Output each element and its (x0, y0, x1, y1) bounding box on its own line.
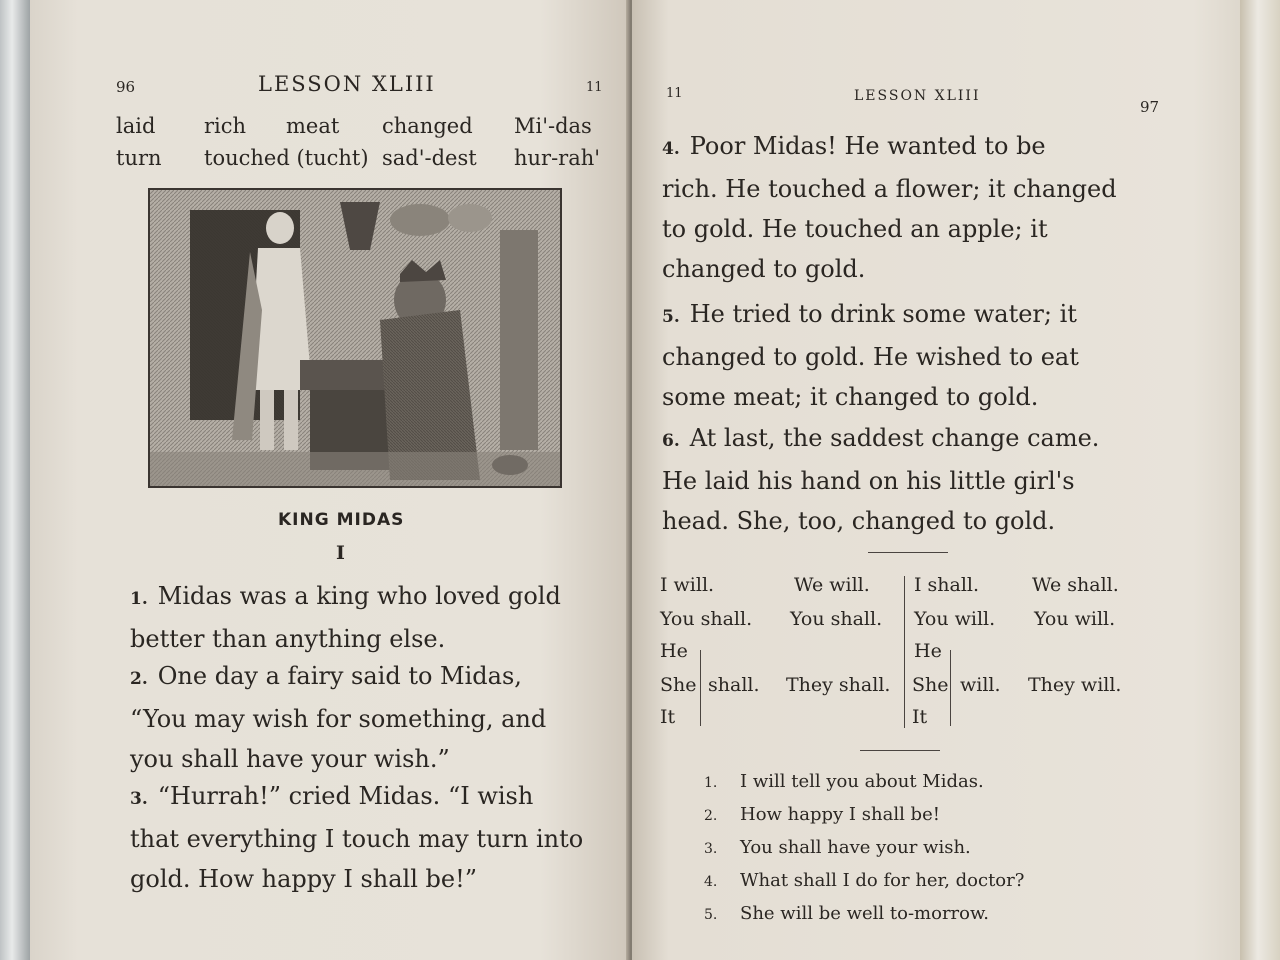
exercise-list (704, 766, 1024, 931)
right-page (632, 0, 1242, 960)
paragraph-line: rich. He touched a flower; it changed (662, 175, 1117, 203)
conj-cell: You will. (1034, 608, 1116, 630)
exercise-number: 3. (704, 841, 718, 857)
exercise-item (704, 898, 1024, 931)
paragraph-line: “Hurrah!” cried Midas. “I wish (157, 782, 534, 810)
paragraph-line: better than anything else. (130, 625, 446, 653)
brace-right (950, 650, 951, 726)
conj-cell: We will. (794, 574, 870, 596)
section-divider (868, 552, 948, 553)
illustration-caption: KING MIDAS (278, 510, 405, 530)
page-number: 97 (1140, 98, 1160, 116)
exercise-number: 5. (704, 907, 718, 923)
paragraph-line: some meat; it changed to gold. (662, 383, 1039, 411)
table-column-divider (904, 576, 905, 728)
paragraph-line: Poor Midas! He wanted to be (689, 132, 1046, 160)
paragraph-line: to gold. He touched an apple; it (662, 215, 1048, 243)
paragraph-line: Midas was a king who loved gold (157, 582, 561, 610)
conj-cell: You will. (914, 608, 996, 630)
page-number: 96 (116, 78, 136, 96)
paragraph-line: He laid his hand on his little girl's (662, 467, 1075, 495)
paragraph-line: that everything I touch may turn into (130, 825, 584, 853)
vocab-word: meat (286, 114, 340, 138)
exercise-item (704, 799, 1024, 832)
vocab-word: touched (tucht) (204, 146, 369, 170)
conj-pronoun: It (912, 706, 928, 728)
paragraph-line: One day a fairy said to Midas, (157, 662, 522, 690)
conj-plural: They shall. (786, 674, 891, 696)
paragraph-line: He tried to drink some water; it (689, 300, 1077, 328)
exercise-text: How happy I shall be! (740, 804, 940, 825)
paragraph-5 (662, 294, 1079, 417)
book-cover-right-edge (1240, 0, 1280, 960)
paragraph-line: changed to gold. (662, 255, 866, 283)
exercise-item (704, 865, 1024, 898)
exercise-number: 4. (704, 874, 718, 890)
vocab-word: turn (116, 146, 162, 170)
conj-verb: will. (960, 674, 1001, 696)
running-head: LESSON XLIII (258, 72, 436, 96)
paragraph-line: you shall have your wish.” (130, 745, 450, 773)
vocab-word: sad'-dest (382, 146, 477, 170)
conj-pronoun: It (660, 706, 676, 728)
paragraph-line: gold. How happy I shall be!” (130, 865, 477, 893)
paragraph-line: head. She, too, changed to gold. (662, 507, 1056, 535)
part-numeral: I (336, 542, 345, 564)
conj-cell: I shall. (914, 574, 980, 596)
signature-mark: 11 (666, 86, 683, 101)
paragraph-6 (662, 418, 1099, 541)
paragraph-line: changed to gold. He wished to eat (662, 343, 1079, 371)
conj-cell: We shall. (1032, 574, 1119, 596)
paragraph-number: 2. (130, 669, 148, 689)
book-cover-left-edge (0, 0, 30, 960)
conj-pronoun: He (660, 640, 688, 662)
paragraph-3 (130, 776, 583, 899)
exercise-text: I will tell you about Midas. (740, 771, 984, 792)
exercise-item (704, 766, 1024, 799)
paragraph-line: “You may wish for something, and (130, 705, 547, 733)
vocab-word: hur-rah' (514, 146, 601, 170)
paragraph-number: 6. (662, 431, 680, 451)
paragraph-2 (130, 656, 546, 779)
vocab-word: Mi'-das (514, 114, 592, 138)
conj-pronoun: He (914, 640, 942, 662)
paragraph-line: At last, the saddest change came. (689, 424, 1100, 452)
paragraph-number: 5. (662, 307, 680, 327)
conj-pronoun: She (912, 674, 949, 696)
brace-left (700, 650, 701, 726)
vocab-word: rich (204, 114, 247, 138)
left-page (30, 0, 630, 960)
paragraph-1 (130, 576, 561, 659)
exercise-text: What shall I do for her, doctor? (740, 870, 1025, 891)
conj-pronoun: She (660, 674, 697, 696)
paragraph-4 (662, 126, 1117, 289)
section-divider (860, 750, 940, 751)
vocab-word: laid (116, 114, 156, 138)
vocab-word: changed (382, 114, 473, 138)
king-midas-engraving (150, 190, 560, 486)
paragraph-number: 3. (130, 789, 148, 809)
conj-cell: I will. (660, 574, 715, 596)
exercise-text: You shall have your wish. (740, 837, 971, 858)
conj-plural: They will. (1028, 674, 1122, 696)
king-midas-illustration (148, 188, 562, 488)
paragraph-number: 4. (662, 139, 680, 159)
conj-cell: You shall. (790, 608, 883, 630)
exercise-text: She will be well to-morrow. (740, 903, 989, 924)
exercise-number: 1. (704, 775, 718, 791)
running-head: LESSON XLIII (854, 88, 981, 104)
conj-verb: shall. (708, 674, 760, 696)
conj-cell: You shall. (660, 608, 753, 630)
exercise-item (704, 832, 1024, 865)
exercise-number: 2. (704, 808, 718, 824)
signature-mark: 11 (586, 80, 603, 95)
paragraph-number: 1. (130, 589, 148, 609)
